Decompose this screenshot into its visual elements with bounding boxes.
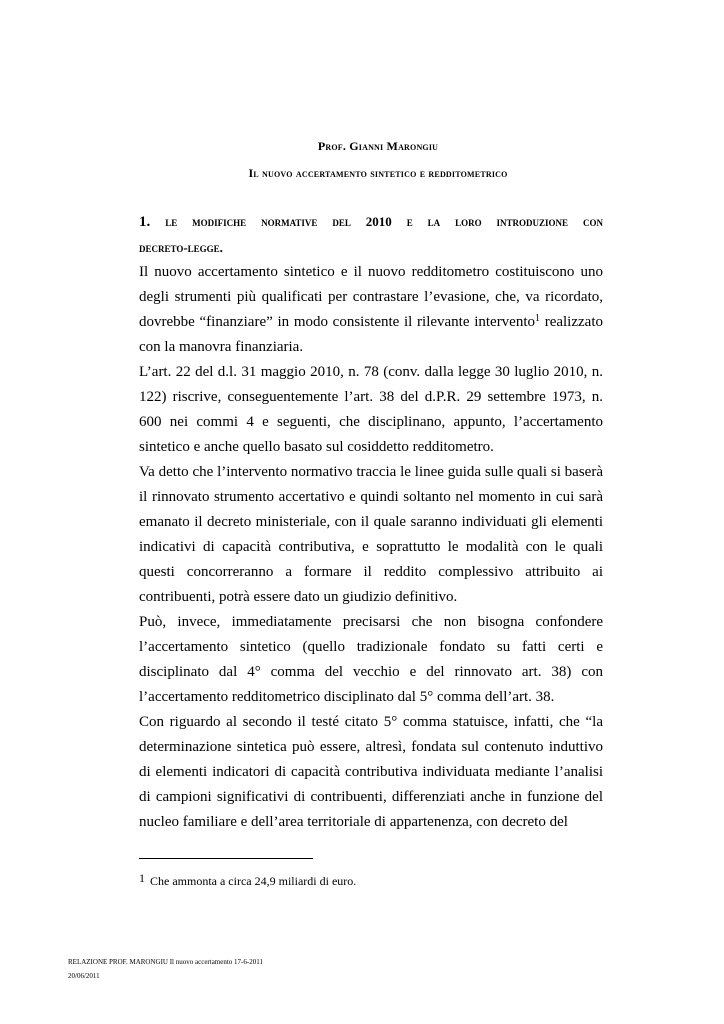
paragraph-1: [139, 260, 603, 360]
footnote-reference[interactable]: 1: [535, 313, 541, 324]
author-heading: Prof. Gianni Marongiu: [317, 139, 439, 153]
section-number: 1.: [139, 214, 151, 230]
body-text: [139, 260, 603, 835]
paragraph-5: Con riguardo al secondo il testé citato 5° comma statuisce, infatti, che “la determinazione sintetica può essere, altresì, fondata sul contenuto induttivo di elementi indicatori di capacità contributiva individuata mediante l’analisi di campioni significativi di contribuenti, differenziati anche in funzione del nucleo familiare e dell’area territoriale di appartenenza, con decreto del: [139, 714, 603, 830]
section-title-line2: decreto-legge.: [139, 240, 223, 255]
paragraph-1-text-end: realizzato con la manovra finanziaria.: [139, 314, 603, 355]
footnote-text: Che ammonta a circa 24,9 miliardi di euro.: [150, 874, 357, 888]
section-title-line1: le modifiche normative del 2010 e la loro introduzione con: [165, 214, 603, 229]
footnote-number: 1: [139, 871, 145, 885]
section-heading: [139, 209, 603, 261]
paragraph-4: Può, invece, immediatamente precisarsi che non bisogna confondere l’accertamento sintetico (quello tradizionale fondato su fatti certi e disciplinato dal 4° comma del vecchio e del rinnovato art. 38) con l’accertamento redditometrico disciplinato dal 5° comma dell’art. 38.: [139, 614, 603, 705]
paragraph-3: Va detto che l’intervento normativo traccia le linee guida sulle quali si baserà il rinnovato strumento accertativo e quindi soltanto nel momento in cui sarà emanato il decreto ministeriale, con il quale saranno individuati gli elementi indicativi di capacità contributiva, e soprattutto le modalità con le quali questi concorreranno a formare il reddito complessivo attribuito ai contribuenti, potrà essere dato un giudizio definitivo.: [139, 464, 603, 605]
paragraph-2: L’art. 22 del d.l. 31 maggio 2010, n. 78 (conv. dalla legge 30 luglio 2010, n. 122) riscrive, conseguentemente l’art. 38 del d.P.R. 29 settembre 1973, n. 600 nei commi 4 e seguenti, che disciplinano, appunto, l’accertamento sintetico e anche quello basato sul cosiddetto redditometro.: [139, 364, 603, 455]
section-heading-line1: [139, 209, 603, 235]
footnote-separator: [139, 858, 313, 859]
footnote: [139, 871, 356, 889]
document-subtitle: Il nuovo accertamento sintetico e redditometrico: [248, 166, 508, 180]
footer-date: 20/06/2011: [68, 972, 100, 980]
footer-document-title: RELAZIONE PROF. MARONGIU Il nuovo accertamento 17-6-2011: [68, 958, 263, 966]
paragraph-1-text: Il nuovo accertamento sintetico e il nuovo redditometro costituiscono uno degli strumenti più qualificati per contrastare l’evasione, che, va ricordato, dovrebbe “finanziare” in modo consistente il rilevante intervento: [139, 264, 603, 330]
